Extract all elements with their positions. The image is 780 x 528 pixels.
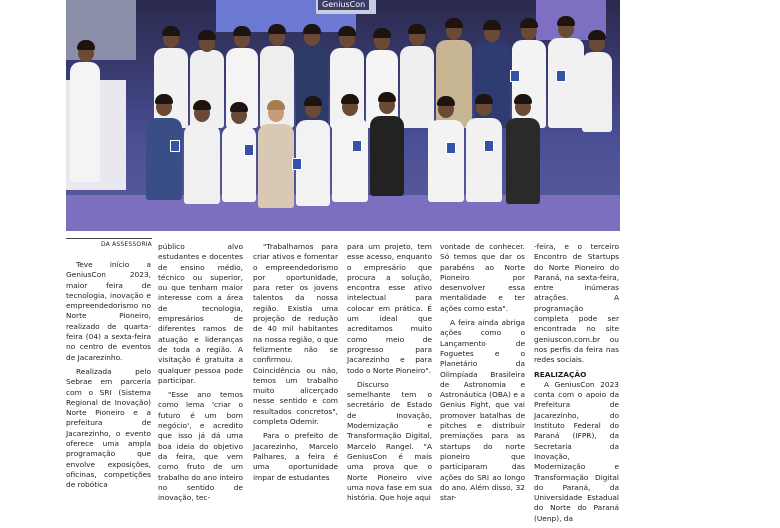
- paragraph: "Esse ano temos como lema 'criar o futuro é um bom negócio', e acredito que isso já dá uma boa ideia do objetivo da feira, que vem como fruto de um trabalho do ano inteiro no sentido de inovação, tec-: [158, 390, 243, 503]
- photo-credit: DA ASSESSORIA: [100, 241, 152, 248]
- article-column-6: [534, 242, 619, 528]
- paragraph: vontade de conhecer. Só temos que dar os parabéns ao Norte Pioneiro por desenvolver essa mentalidade e ter ações como esta".: [440, 242, 525, 313]
- paragraph: "Trabalhamos para criar ativos e fomentar o empreendedorismo por oportunidade, para reter os jovens talentos da nossa região. Existia uma projeção de redução de 40 mil habitantes na nossa região, o que felizmente não se confirmou. Coincidência ou não, temos um trabalho muito alicerçado nesse sentido e com resultados concretos", completa Odemir.: [253, 242, 338, 427]
- article-column-4: [347, 242, 432, 507]
- article-column-5: [440, 242, 525, 507]
- photo-brand-sign: GeniusCon: [318, 0, 369, 10]
- paragraph: A feira ainda abriga ações como o Lançamento de Foguetes e o Planetário da Olimpíada Brasileira de Astronomia e Astronáutica (OBA) e a Genius Fight, que vai promover batalhas de pitches e distribuir premiações para as startups do norte pioneiro que participaram das ações do SRI ao longo do ano. Além disso, 32 star-: [440, 318, 525, 503]
- article-body: [66, 242, 622, 523]
- caption-divider: [66, 238, 152, 239]
- paragraph: Para o prefeito de Jacarezinho, Marcelo Palhares, a feira é uma oportunidade ímpar de estudantes: [253, 431, 338, 482]
- paragraph: para um projeto, tem esse acesso, enquanto o empresário que procura a solução, encontra esse ativo intelectual para colocar em prática. É um ideal que acreditamos muito como meio de progresso para Jacarezinho e para todo o Norte Pioneiro".: [347, 242, 432, 375]
- article-column-2: [158, 242, 243, 507]
- article-column-1: [66, 260, 151, 495]
- background-booth-left: [66, 0, 136, 60]
- paragraph: público alvo estudantes e docentes de ensino médio, técnico ou superior, ou que tenham maior interesse com a área de tecnologia, empresários de diferentes ramos de atuação e lideranças de toda a região. A visitação é gratuita a qualquer pessoa pode participar.: [158, 242, 243, 385]
- paragraph: A GeniusCon 2023 conta com o apoio da Prefeitura de Jacarezinho, do Instituto Federal do Paraná (IFPR), da Secretaria da Inovação, Modernização e Transformação Digital do Paraná, da Universidade Estadual do Norte do Paraná (Uenp), da: [534, 379, 619, 523]
- article-column-3: [253, 242, 338, 487]
- article-photo: [66, 0, 620, 231]
- paragraph: Discurso semelhante tem o secretário de Estado de Inovação, Modernização e Transformação Digital, Marcelo Rangel. "A GeniusCon é mais uma prova que o Norte Pioneiro vive uma nova fase em sua história. Que hoje aqui: [347, 379, 432, 503]
- paragraph: Realizada pelo Sebrae em parceria com o SRI (Sistema Regional de Inovação) Norte Pioneiro e a prefeitura de Jacarezinho, o evento oferece uma ampla programação que envolve exposições, oficinas, competições de robótica: [66, 366, 151, 490]
- section-heading: REALIZAÇÃO: [534, 369, 587, 379]
- paragraph: Teve início a GeniusCon 2023, maior feira de tecnologia, inovação e empreendedorismo no Norte Pioneiro, realizado de quarta-feira (04) a sexta-feira no centro de eventos de Jacarezinho.: [66, 260, 151, 362]
- paragraph: -feira, e o terceiro Encontro de Startups do Norte Pioneiro do Paraná, na sexta-feira, entre inúmeras atrações. A programação completa pode ser encontrada no site geniuscon.com.br ou nos perfis da feira nas redes sociais.: [534, 242, 619, 365]
